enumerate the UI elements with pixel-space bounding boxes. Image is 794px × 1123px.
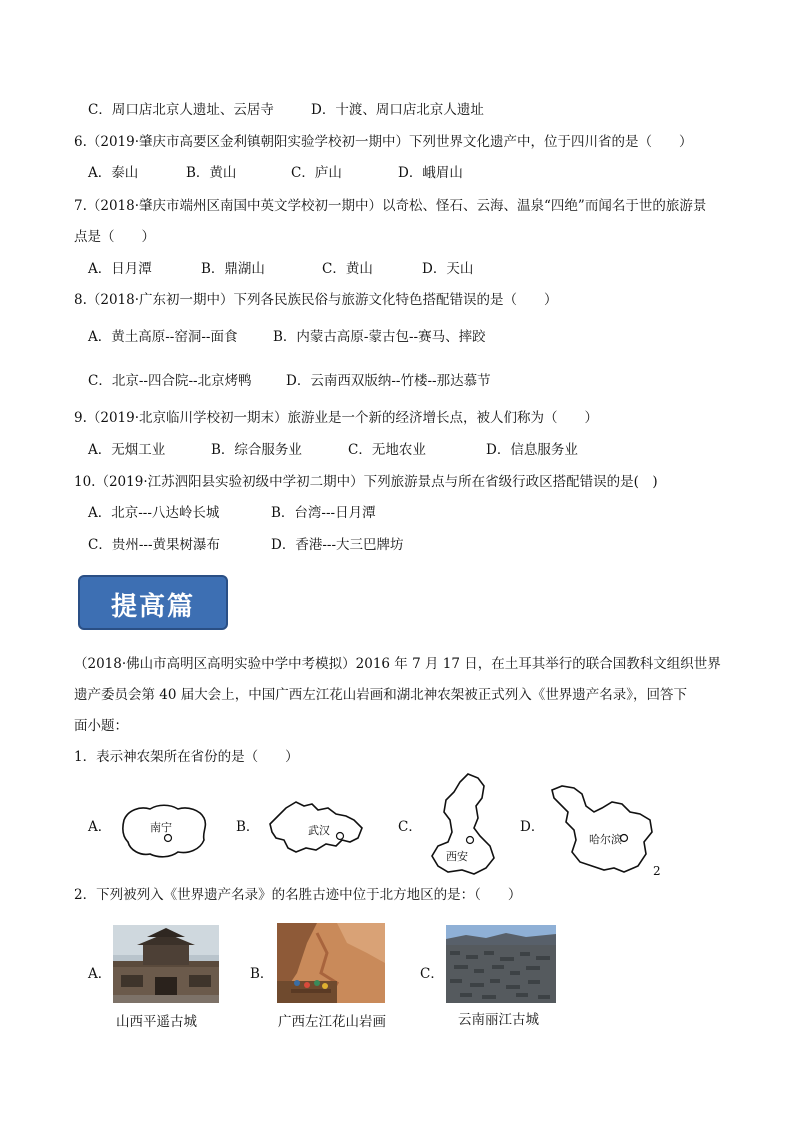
p1-option-c: C． — [398, 819, 422, 835]
q9-option-d: D．信息服务业 — [486, 442, 578, 458]
passage-line3: 面小题： — [74, 718, 128, 734]
q9-option-a: A．无烟工业 — [88, 442, 166, 458]
map-label-harbin: 哈尔滨 — [589, 833, 622, 846]
p2-option-c: C． — [420, 966, 444, 982]
section-title: 提高篇 — [110, 592, 195, 622]
q7-option-b: B．鼎湖山 — [201, 261, 265, 277]
q6-stem: 6.（2019·肇庆市高要区金利镇朝阳实验学校初一期中）下列世界文化遗产中，位于四川省的是（ ） — [74, 134, 693, 150]
q7-stem-line2: 点是（ ） — [74, 229, 155, 245]
q8-option-a: A．黄土高原--窑洞--面食 — [88, 329, 238, 345]
q8-stem: 8.（2018·广东初一期中）下列各民族民俗与旅游文化特色搭配错误的是（ ） — [74, 292, 558, 308]
q9-option-b: B．综合服务业 — [211, 442, 302, 458]
p1-stem: 1．表示神农架所在省份的是（ ） — [74, 749, 299, 765]
map-label-wuhan: 武汉 — [308, 824, 330, 837]
photo-huashan — [277, 923, 385, 1003]
q8-option-b: B．内蒙古高原-蒙古包--赛马、摔跤 — [273, 329, 486, 345]
photo-pingyao — [113, 925, 219, 1003]
q9-stem: 9.（2019·北京临川学校初一期末）旅游业是一个新的经济增长点，被人们称为（ ） — [74, 410, 599, 426]
q10-option-b: B．台湾---日月潭 — [271, 505, 376, 521]
passage-line2: 遗产委员会第 40 届大会上，中国广西左江花山岩画和湖北神农架被正式列入《世界遗产名录》，回答下 — [74, 687, 688, 703]
p1-option-b: B． — [236, 819, 260, 835]
p1-option-a: A． — [88, 819, 112, 835]
passage-line1: （2018·佛山市高明区高明实验中学中考模拟）2016 年 7 月 17 日，在土耳其举行的联合国教科文组织世界 — [74, 656, 721, 672]
q8-option-c: C．北京--四合院--北京烤鸭 — [88, 373, 252, 389]
q10-stem: 10.（2019·江苏泗阳县实验初级中学初二期中）下列旅游景点与所在省级行政区搭配错误的是( ) — [74, 474, 658, 490]
q5-option-c: C．周口店北京人遗址、云居寺 — [88, 102, 274, 118]
page-mark: 2 — [653, 864, 661, 878]
q6-option-a: A．泰山 — [88, 165, 139, 181]
section-banner — [78, 575, 228, 630]
q6-option-b: B．黄山 — [186, 165, 237, 181]
q10-option-d: D．香港---大三巴牌坊 — [271, 537, 404, 553]
q8-option-d: D．云南西双版纳--竹楼--那达慕节 — [286, 373, 491, 389]
p1-option-d: D． — [520, 819, 545, 835]
q5-option-d: D．十渡、周口店北京人遗址 — [311, 102, 484, 118]
p2-option-a: A． — [88, 966, 112, 982]
q7-option-a: A．日月潭 — [88, 261, 152, 277]
map-label-nanning: 南宁 — [150, 821, 172, 834]
caption-huashan: 广西左江花山岩画 — [278, 1014, 386, 1030]
q7-option-d: D．天山 — [422, 261, 474, 277]
q7-stem-line1: 7.（2018·肇庆市端州区南国中英文学校初一期中）以奇松、怪石、云海、温泉“四绝”而闻名于世的旅游景 — [74, 198, 707, 214]
q7-option-c: C．黄山 — [322, 261, 373, 277]
q6-option-c: C．庐山 — [291, 165, 342, 181]
q10-option-a: A．北京---八达岭长城 — [88, 505, 220, 521]
map-heilongjiang — [548, 782, 654, 876]
map-label-xian: 西安 — [446, 850, 468, 863]
p2-stem: 2．下列被列入《世界遗产名录》的名胜古迹中位于北方地区的是：（ ） — [74, 887, 522, 903]
q9-option-c: C．无地农业 — [348, 442, 426, 458]
q10-option-c: C．贵州---黄果树瀑布 — [88, 537, 221, 553]
p2-option-b: B． — [250, 966, 274, 982]
caption-pingyao: 山西平遥古城 — [116, 1014, 197, 1030]
photo-lijiang — [446, 925, 556, 1003]
q6-option-d: D．峨眉山 — [398, 165, 463, 181]
caption-lijiang: 云南丽江古城 — [458, 1012, 539, 1028]
